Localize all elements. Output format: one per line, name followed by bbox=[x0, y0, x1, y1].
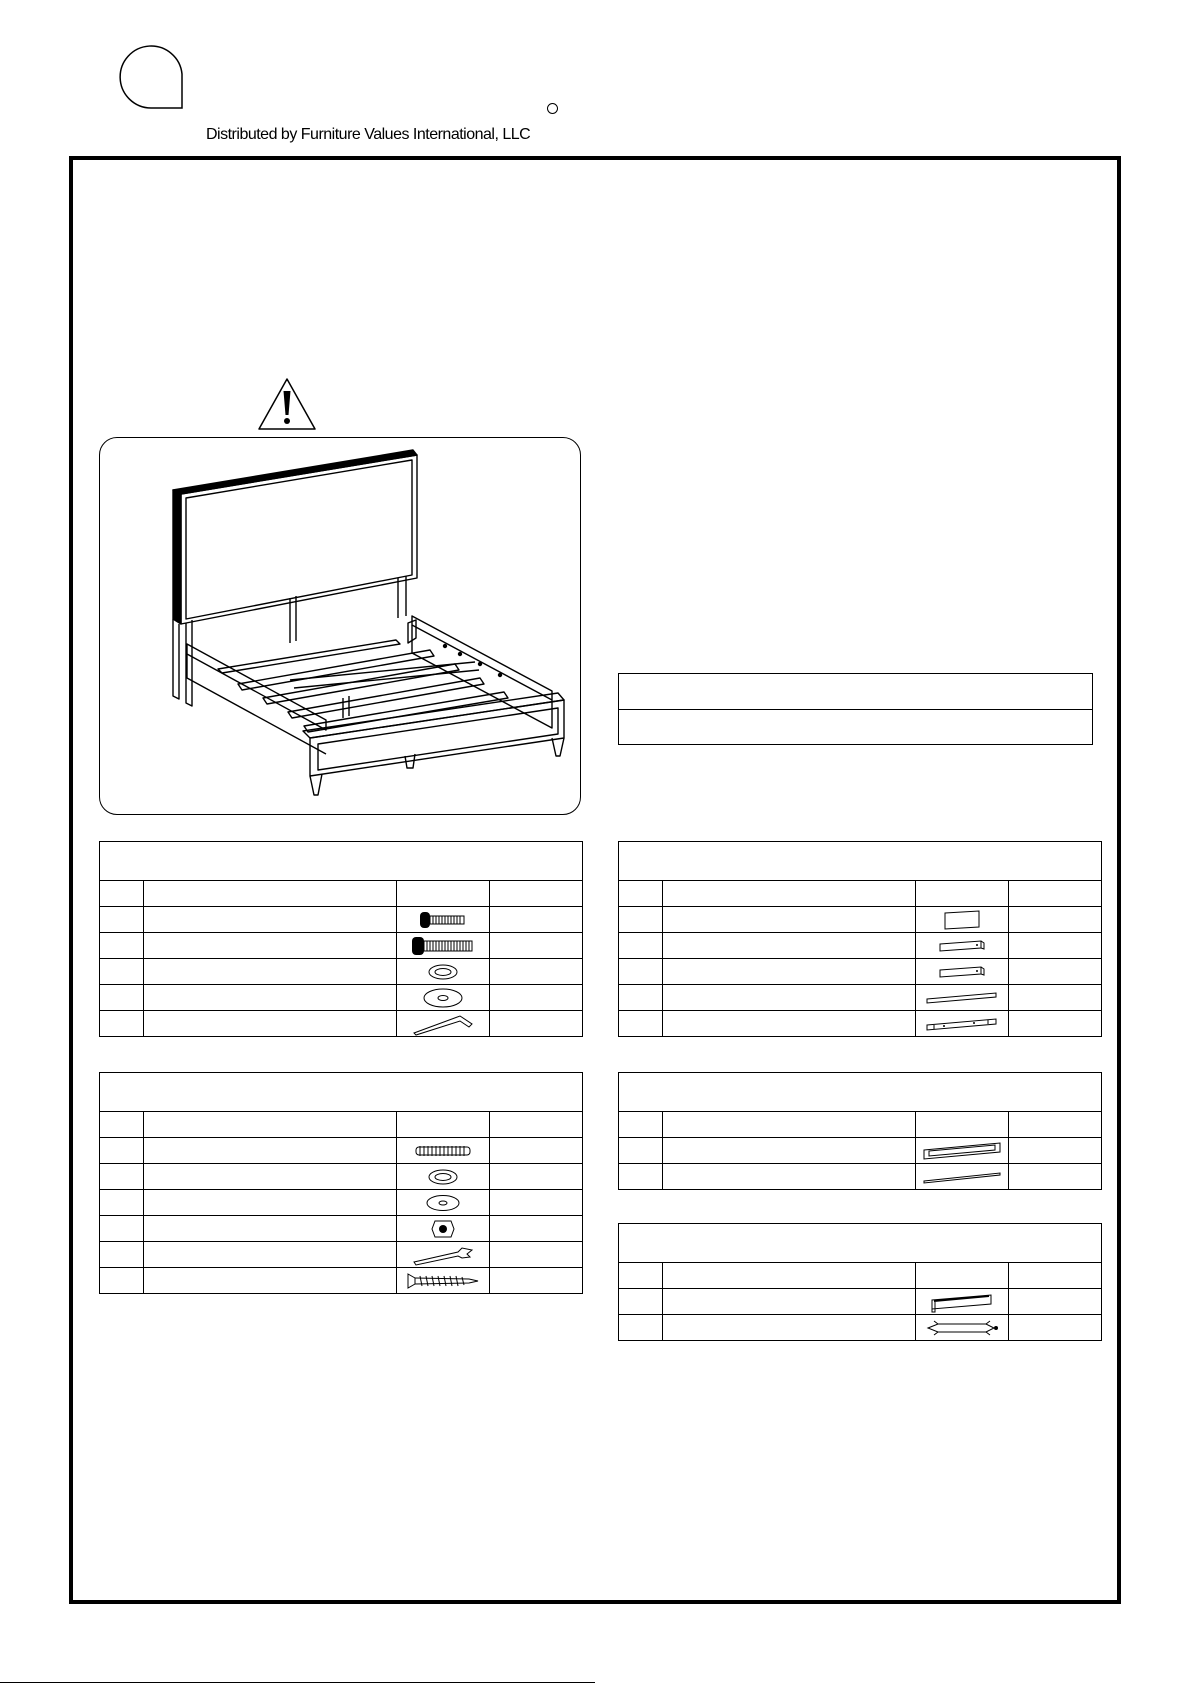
small-bracket-icon bbox=[937, 963, 987, 981]
table-title bbox=[100, 842, 583, 881]
table-row bbox=[619, 1138, 1102, 1164]
table-row bbox=[100, 1190, 583, 1216]
table-header-row bbox=[619, 1263, 1102, 1289]
table-row bbox=[100, 1138, 583, 1164]
hardware-table-b bbox=[99, 1072, 583, 1294]
nut-icon bbox=[430, 1218, 456, 1240]
long-bolt-icon bbox=[410, 935, 476, 957]
table-row bbox=[100, 985, 583, 1011]
threaded-rod-icon bbox=[413, 1143, 473, 1159]
warning-triangle-icon bbox=[257, 377, 317, 431]
table-header-row bbox=[100, 881, 583, 907]
info-box-divider bbox=[619, 709, 1092, 710]
wrench-icon bbox=[410, 1244, 476, 1266]
table-row bbox=[100, 1268, 583, 1294]
table-title bbox=[619, 1224, 1102, 1263]
wood-screw-icon bbox=[405, 1270, 481, 1292]
table-row bbox=[619, 907, 1102, 933]
table-row bbox=[100, 907, 583, 933]
table-row bbox=[100, 1164, 583, 1190]
table-row bbox=[619, 985, 1102, 1011]
side-rail-icon bbox=[921, 1140, 1003, 1162]
table-header-row bbox=[619, 1112, 1102, 1138]
slat-icon bbox=[921, 1169, 1003, 1185]
table-row bbox=[100, 959, 583, 985]
table-row bbox=[100, 1242, 583, 1268]
table-header-row bbox=[619, 881, 1102, 907]
hardware-table-c bbox=[618, 841, 1102, 1037]
table-title bbox=[100, 1073, 583, 1112]
info-box bbox=[618, 673, 1093, 745]
bed-frame-illustration bbox=[100, 438, 580, 814]
small-bracket-icon bbox=[937, 937, 987, 955]
bottom-rule bbox=[0, 1682, 595, 1683]
spring-washer-icon bbox=[425, 1167, 461, 1187]
table-title bbox=[619, 1073, 1102, 1112]
table-header-row bbox=[100, 1112, 583, 1138]
pad-icon bbox=[942, 909, 982, 931]
flat-washer-icon bbox=[421, 987, 465, 1009]
table-row bbox=[619, 1011, 1102, 1037]
center-leg-icon bbox=[924, 1317, 1000, 1339]
table-row bbox=[619, 933, 1102, 959]
flat-washer-icon bbox=[423, 1193, 463, 1213]
short-bolt-icon bbox=[418, 910, 468, 930]
bed-illustration-panel bbox=[99, 437, 581, 815]
table-row bbox=[619, 1164, 1102, 1190]
support-rail-icon bbox=[929, 1290, 995, 1314]
distributor-line: Distributed by Furniture Values International, LLC bbox=[206, 126, 531, 143]
table-row bbox=[100, 933, 583, 959]
table-row bbox=[619, 1315, 1102, 1341]
registered-circle-icon bbox=[547, 103, 558, 114]
hardware-table-a bbox=[99, 841, 583, 1037]
table-row bbox=[100, 1011, 583, 1037]
table-row bbox=[100, 1216, 583, 1242]
hardware-table-e bbox=[618, 1223, 1102, 1341]
allen-key-icon bbox=[410, 1012, 476, 1036]
brand-logo-icon bbox=[118, 42, 184, 110]
table-title bbox=[619, 842, 1102, 881]
hardware-table-d bbox=[618, 1072, 1102, 1190]
long-bar-icon bbox=[924, 989, 1000, 1007]
table-row bbox=[619, 959, 1102, 985]
table-row bbox=[619, 1289, 1102, 1315]
spring-washer-icon bbox=[425, 962, 461, 982]
rail-bracket-icon bbox=[924, 1015, 1000, 1033]
